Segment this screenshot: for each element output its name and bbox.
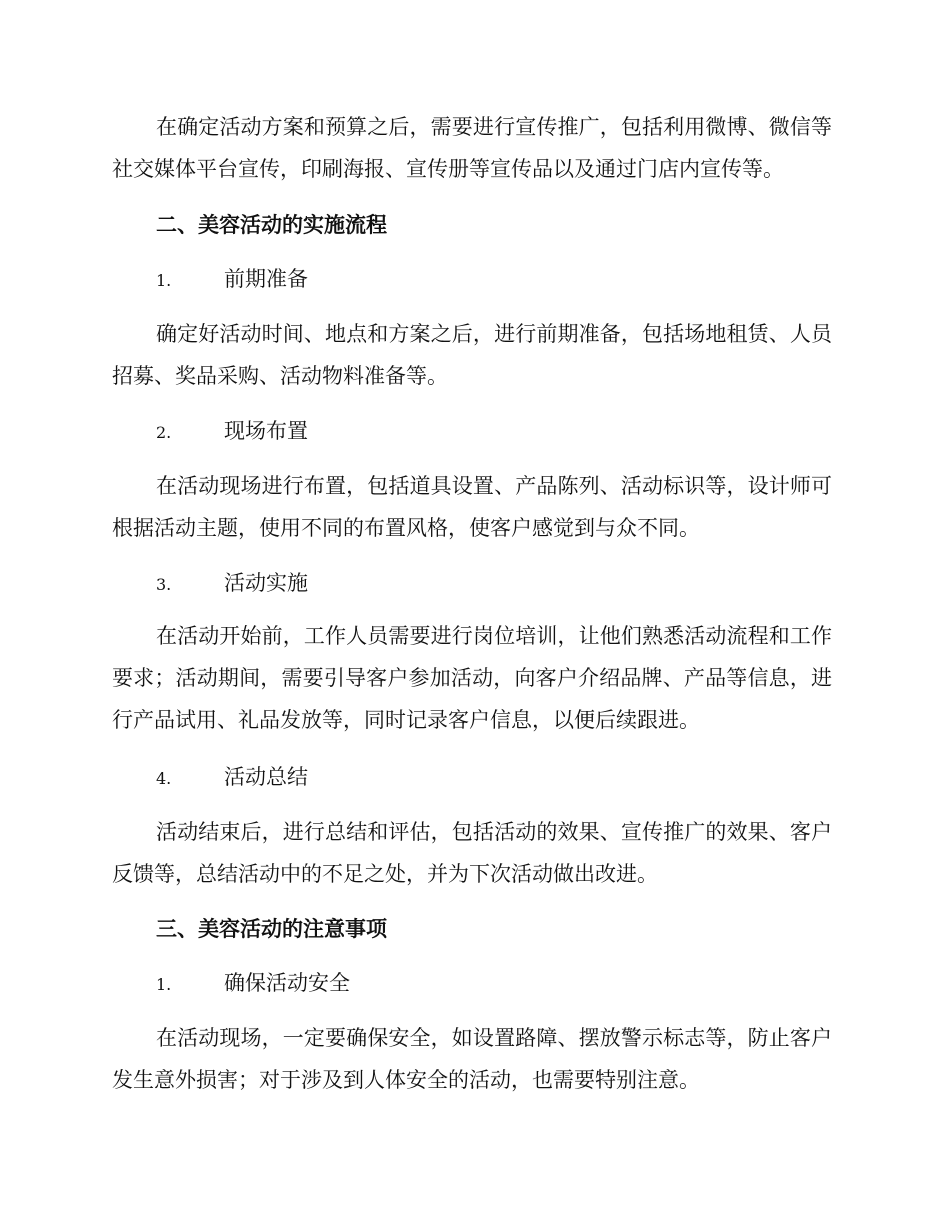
section-heading-implementation: 二、美容活动的实施流程 (156, 212, 387, 237)
paragraph-layout: 在活动现场进行布置，包括道具设置、产品陈列、活动标识等，设计师可根据活动主题，使用不同的布置风格，使客户感觉到与众不同。 (112, 474, 832, 540)
list-item-heading (156, 968, 350, 1000)
list-item-title: 活动总结 (224, 765, 308, 789)
list-item-heading (156, 762, 308, 794)
list-item-number: 3. (156, 575, 172, 594)
list-item-number: 1. (156, 975, 172, 994)
list-item-title: 现场布置 (224, 419, 308, 443)
list-item-heading (156, 416, 308, 448)
list-item-heading (156, 568, 308, 600)
list-item-heading (156, 264, 308, 296)
paragraph-safety: 在活动现场，一定要确保安全，如设置路障、摆放警示标志等，防止客户发生意外损害；对于涉及到人体安全的活动，也需要特别注意。 (112, 1026, 832, 1092)
paragraph-intro: 在确定活动方案和预算之后，需要进行宣传推广，包括利用微博、微信等社交媒体平台宣传，印刷海报、宣传册等宣传品以及通过门店内宣传等。 (112, 115, 832, 181)
list-item-title: 确保活动安全 (224, 971, 350, 995)
list-item-number: 4. (156, 769, 172, 788)
list-item-title: 前期准备 (224, 267, 308, 291)
list-item-number: 1. (156, 271, 172, 290)
list-item-title: 活动实施 (224, 571, 308, 595)
paragraph-summary: 活动结束后，进行总结和评估，包括活动的效果、宣传推广的效果、客户反馈等，总结活动中的不足之处，并为下次活动做出改进。 (112, 820, 832, 886)
paragraph-execution: 在活动开始前，工作人员需要进行岗位培训，让他们熟悉活动流程和工作要求；活动期间，需要引导客户参加活动，向客户介绍品牌、产品等信息，进行产品试用、礼品发放等，同时记录客户信息，以便后续跟进。 (112, 624, 832, 732)
list-item-number: 2. (156, 423, 172, 442)
paragraph-preparation: 确定好活动时间、地点和方案之后，进行前期准备，包括场地租赁、人员招募、奖品采购、活动物料准备等。 (112, 322, 832, 388)
section-heading-precautions: 三、美容活动的注意事项 (156, 916, 387, 941)
